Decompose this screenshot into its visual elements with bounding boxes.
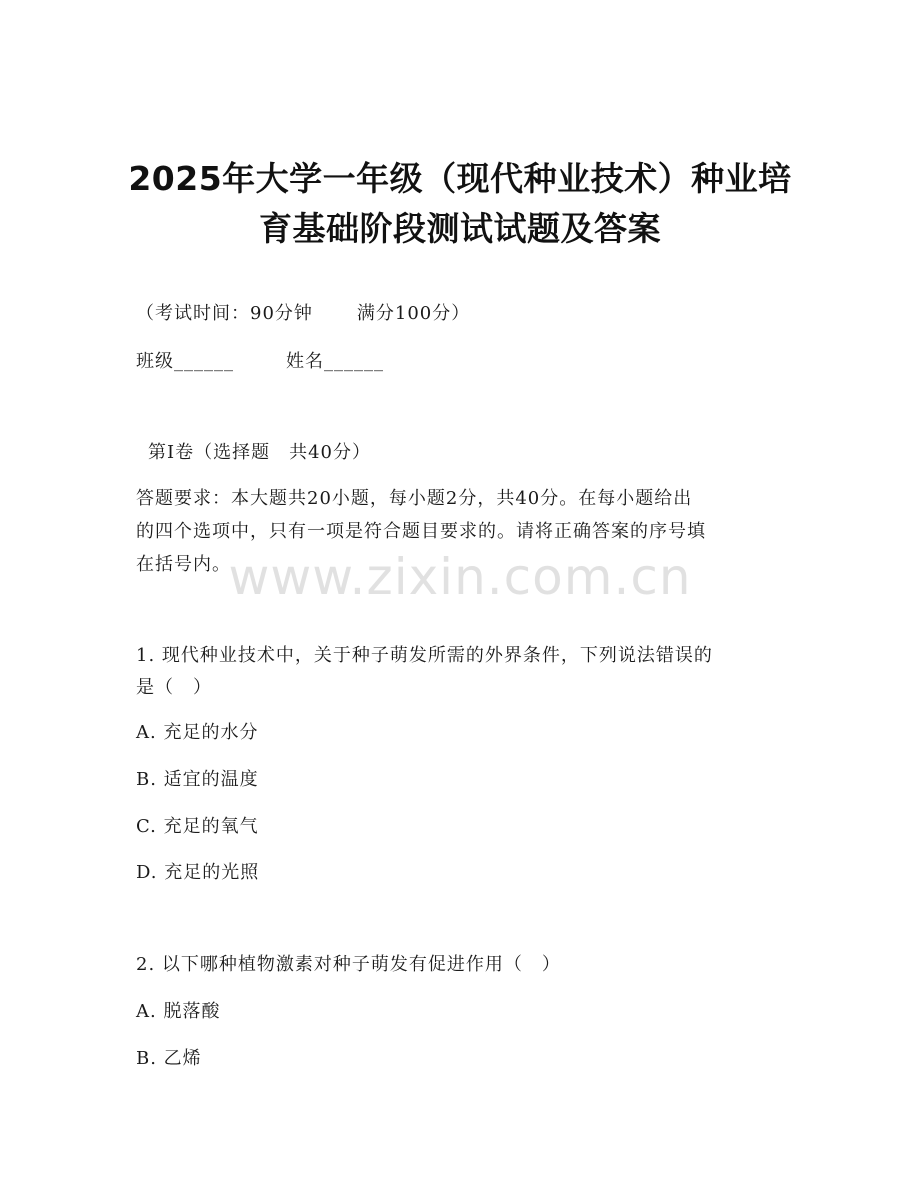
name-field: 姓名______ <box>286 351 384 372</box>
watermark: www.zixin.com.cn <box>228 548 692 606</box>
question-1-option-b: B. 适宜的温度 <box>136 769 259 790</box>
class-field: 班级______ <box>136 351 234 372</box>
exam-total-score: 满分100分） <box>356 303 471 324</box>
question-1-stem-line-2: 是（ ） <box>136 677 212 698</box>
question-2-stem: 2. 以下哪种植物激素对种子萌发有促进作用（ ） <box>136 954 561 975</box>
document-title-line-2: 育基础阶段测试试题及答案 <box>259 209 661 248</box>
instructions-line-1: 答题要求：本大题共20小题，每小题2分，共40分。在每小题给出 <box>136 488 693 509</box>
question-1-option-c: C. 充足的氧气 <box>136 816 259 837</box>
question-1-option-a: A. 充足的水分 <box>136 722 259 743</box>
section-heading: 第I卷（选择题 共40分） <box>148 442 372 463</box>
instructions-line-2: 的四个选项中，只有一项是符合题目要求的。请将正确答案的序号填 <box>136 521 706 542</box>
exam-time: （考试时间：90分钟 <box>136 303 313 324</box>
question-2-option-b: B. 乙烯 <box>136 1048 202 1069</box>
student-fields <box>136 351 384 373</box>
question-2-option-a: A. 脱落酸 <box>136 1001 221 1022</box>
instructions-line-3: 在括号内。 <box>136 554 231 575</box>
question-1-stem-line-1: 1. 现代种业技术中，关于种子萌发所需的外界条件，下列说法错误的 <box>136 645 713 666</box>
exam-info <box>136 303 470 325</box>
question-1-option-d: D. 充足的光照 <box>136 862 260 883</box>
document-title-line-1: 2025年大学一年级（现代种业技术）种业培 <box>128 159 792 198</box>
